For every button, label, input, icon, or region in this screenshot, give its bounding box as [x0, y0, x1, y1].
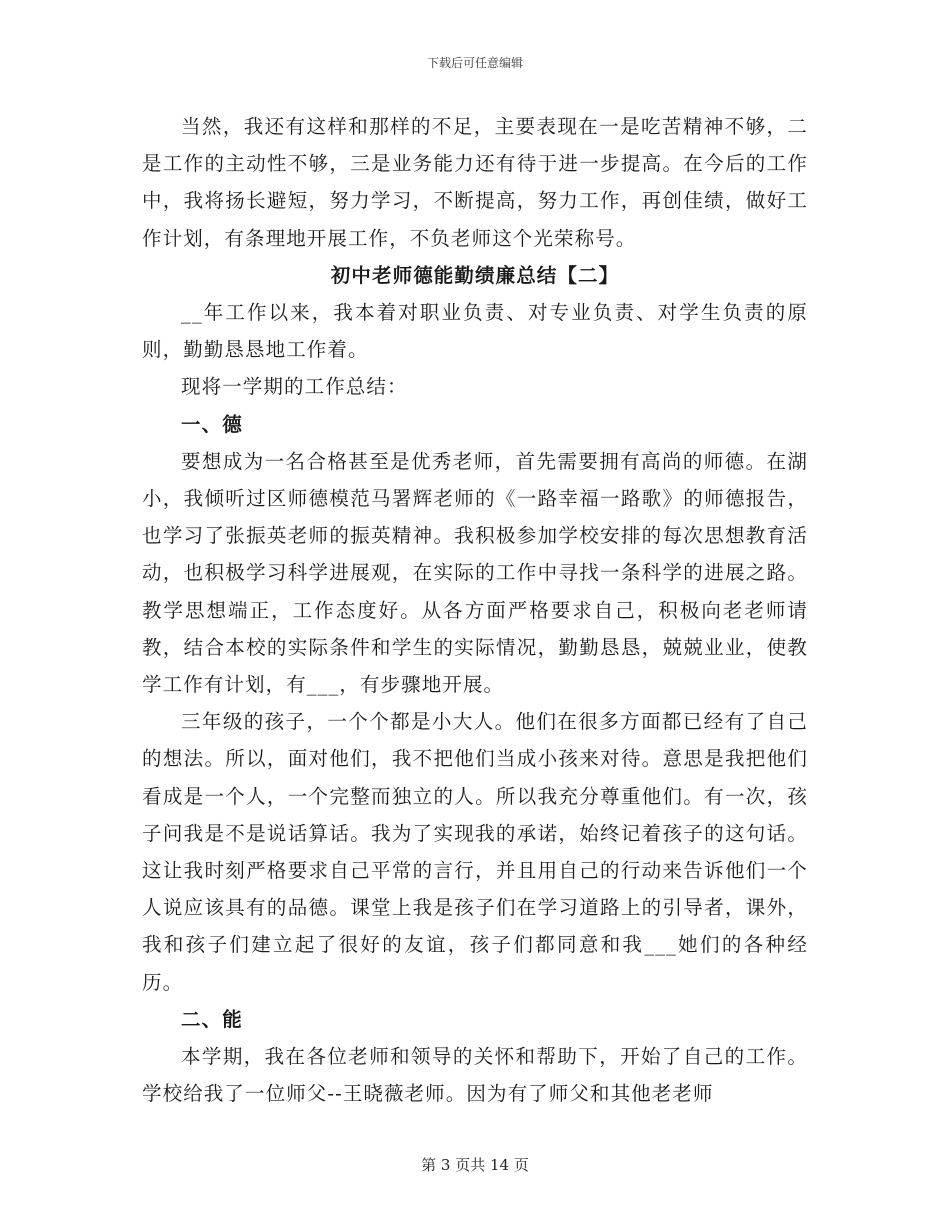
section-title: 初中老师德能勤绩廉总结【二】 [330, 263, 620, 287]
paragraph-neng: 本学期，我在各位老师和领导的关怀和帮助下，开始了自己的工作。学校给我了一位师父--王晓薇老师。因为有了师父和其他老老师 [142, 1045, 808, 1106]
paragraph-third-grade: 三年级的孩子，一个个都是小大人。他们在很多方面都已经有了自己的想法。所以，面对他们，我不把他们当成小孩来对待。意思是我把他们看成是一个人，一个完整而独立的人。所以我充分尊重他们。有一次，孩子问我是不是说话算话。我为了实现我的承诺，始终记着孩子的这句话。这让我时刻严格要求自己平常的言行，并且用自己的行动来告诉他们一个人说应该具有的品德。课堂上我是孩子们在学习道路上的引导者，课外，我和孩子们建立起了很好的友谊，孩子们都同意和我___她们的各种经历。 [142, 710, 808, 994]
header-note: 下载后可任意编辑 [426, 56, 523, 70]
page-number: 第 3 页共 14 页 [421, 1156, 529, 1174]
paragraph-shortcomings: 当然，我还有这样和那样的不足，主要表现在一是吃苦精神不够，二是工作的主动性不够，三是业务能力还有待于进一步提高。在今后的工作中，我将扬长避短，努力学习，不断提高，努力工作，再创佳绩，做好工作计划，有条理地开展工作，不负老师这个光荣称号。 [142, 115, 808, 250]
heading-neng: 二、能 [181, 1007, 243, 1031]
paragraph-summary-lead: 现将一学期的工作总结： [181, 375, 408, 399]
document-body [142, 108, 808, 1112]
paragraph-de: 要想成为一名合格甚至是优秀老师，首先需要拥有高尚的师德。在湖小，我倾听过区师德模范马署辉老师的《一路幸福一路歌》的师德报告，也学习了张振英老师的振英精神。我积极参加学校安排的每次思想教育活动，也积极学习科学进展观，在实际的工作中寻找一条科学的进展之路。教学思想端正，工作态度好。从各方面严格要求自己，积极向老老师请教，结合本校的实际条件和学生的实际情况，勤勤恳恳，兢兢业业，使教学工作有计划，有___，有步骤地开展。 [142, 449, 808, 697]
heading-de: 一、德 [181, 412, 243, 436]
paragraph-intro: __年工作以来，我本着对职业负责、对专业负责、对学生负责的原则，勤勤恳恳地工作着。 [142, 301, 808, 362]
